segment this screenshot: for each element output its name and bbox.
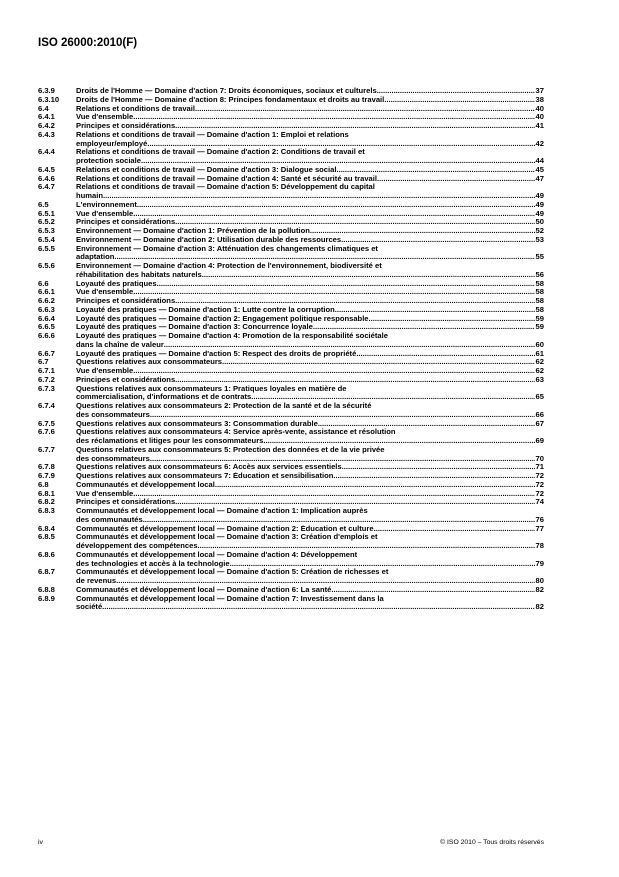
- dot-leader: [202, 271, 535, 280]
- toc-entry[interactable]: [38, 201, 544, 210]
- toc-entry-title: Questions relatives aux consommateurs: [76, 358, 223, 367]
- toc-entry-title-line: Questions relatives aux consommateurs 2: Protection de la santé et de la sécurité: [76, 401, 372, 410]
- toc-entry-page: 49: [535, 199, 544, 209]
- toc-entry[interactable]: [38, 463, 544, 472]
- dot-leader: [141, 157, 535, 166]
- toc-entry-body: [76, 367, 544, 376]
- toc-entry[interactable]: [38, 183, 544, 201]
- toc-entry-number: 6.7.2: [38, 374, 55, 384]
- toc-entry-leader-line: [76, 192, 544, 201]
- toc-entry[interactable]: [38, 131, 544, 149]
- toc-entry-body: [76, 385, 544, 403]
- toc-entry[interactable]: [38, 297, 544, 306]
- toc-entry-title: Communautés et développement local — Domaine d'action 6: La santé: [76, 585, 332, 594]
- toc-entry[interactable]: [38, 332, 544, 350]
- toc-entry-page: 74: [535, 497, 544, 507]
- toc-entry-body: [76, 96, 544, 105]
- page-footer: [38, 839, 544, 846]
- toc-entry-leader-line: [76, 113, 544, 122]
- toc-entry-leader-line: [76, 306, 544, 315]
- toc-entry[interactable]: [38, 551, 544, 569]
- toc-entry[interactable]: [38, 288, 544, 297]
- toc-entry[interactable]: [38, 533, 544, 551]
- toc-entry-leader-line: [76, 481, 544, 490]
- toc-entry-page: 44: [535, 156, 544, 165]
- toc-entry-page: 47: [535, 173, 544, 183]
- toc-entry[interactable]: [38, 472, 544, 481]
- toc-entry-leader-line: [76, 96, 544, 105]
- toc-entry-page: 37: [535, 86, 544, 95]
- dot-leader: [175, 218, 534, 227]
- toc-entry-title: des technologies et accès à la technologie: [76, 559, 230, 568]
- toc-entry-page: 78: [535, 541, 544, 550]
- toc-entry-leader-line: [76, 350, 544, 359]
- toc-entry-leader-line: [76, 210, 544, 219]
- toc-entry[interactable]: [38, 166, 544, 175]
- toc-entry-title: employeur/employé: [76, 139, 148, 148]
- toc-entry[interactable]: [38, 595, 544, 613]
- toc-entry-number: 6.6.3: [38, 304, 55, 314]
- toc-entry-title-line: Communautés et développement local — Domaine d'action 5: Création de richesses et: [76, 567, 389, 577]
- toc-entry-title: dans la chaîne de valeur: [76, 340, 164, 349]
- toc-entry-title-line: Communautés et développement local — Domaine d'action 1: Implication auprès: [76, 506, 368, 515]
- dot-leader: [116, 577, 534, 586]
- dot-leader: [150, 411, 535, 420]
- toc-entry-leader-line: [76, 227, 544, 236]
- toc-entry-page: 67: [535, 418, 544, 428]
- dot-leader: [310, 227, 535, 236]
- toc-entry-body: [76, 201, 544, 210]
- toc-entry-leader-line: [76, 87, 544, 96]
- dot-leader: [336, 166, 534, 175]
- toc-entry-number: 6.5.1: [38, 208, 55, 218]
- dot-leader: [335, 306, 535, 315]
- toc-entry-body: [76, 463, 544, 472]
- toc-entry-body: [76, 227, 544, 236]
- toc-entry-body: [76, 551, 544, 569]
- toc-entry-title-line: Relations et conditions de travail — Domaine d'action 1: Emploi et relations: [76, 129, 349, 139]
- toc-entry-page: 58: [535, 304, 544, 314]
- toc-entry-number: 6.8.5: [38, 532, 55, 542]
- toc-entry-page: 72: [535, 488, 544, 498]
- toc-entry-number: 6.8: [38, 479, 49, 489]
- dot-leader: [133, 490, 534, 499]
- toc-entry-title: Droits de l'Homme — Domaine d'action 7: Droits économiques, sociaux et culturels: [76, 87, 377, 95]
- toc-entry-number: 6.8.7: [38, 567, 55, 577]
- toc-entry-body: [76, 288, 544, 297]
- toc-entry-title: société: [76, 603, 103, 612]
- dot-leader: [143, 516, 535, 525]
- toc-entry-number: 6.3.10: [38, 94, 60, 104]
- dot-leader: [102, 603, 534, 612]
- toc-entry-page: 66: [535, 409, 544, 419]
- toc-entry-title: Relations et conditions de travail — Domaine d'action 3: Dialogue social: [76, 165, 337, 174]
- toc-entry-leader-line: [76, 472, 544, 481]
- toc-entry-title: Loyauté des pratiques — Domaine d'action 5: Respect des droits de propriété: [76, 349, 357, 358]
- toc-entry-title: Vue d'ensemble: [76, 489, 134, 498]
- dot-leader: [369, 315, 535, 324]
- toc-entry-body: [76, 113, 544, 122]
- toc-entry-title: Questions relatives aux consommateurs 6: Accès aux services essentiels: [76, 463, 342, 472]
- toc-entry-title: Principes et considérations: [76, 375, 176, 384]
- toc-entry-page: 79: [535, 558, 544, 568]
- dot-leader: [377, 175, 535, 184]
- toc-entry-number: 6.4.5: [38, 164, 55, 174]
- toc-entry-leader-line: [76, 288, 544, 297]
- toc-entry-title: de revenus: [76, 577, 117, 585]
- toc-entry-leader-line: [76, 516, 544, 525]
- toc-entry-leader-line: [76, 455, 544, 464]
- toc-entry-title: humain: [76, 192, 104, 200]
- toc-entry-number: 6.7.9: [38, 471, 55, 480]
- toc-entry-number: 6.4: [38, 103, 49, 113]
- dot-leader: [150, 455, 535, 464]
- toc-entry-number: 6.8.8: [38, 584, 55, 594]
- toc-entry-leader-line: [76, 280, 544, 289]
- toc-entry-title-line: Questions relatives aux consommateurs 4: Service après-vente, assistance et résolution: [76, 427, 396, 437]
- toc-entry-body: [76, 358, 544, 367]
- toc-entry-page: 65: [535, 392, 544, 402]
- toc-entry-page: 62: [535, 366, 544, 375]
- toc-entry-body: [76, 218, 544, 227]
- toc-entry-title-line: Relations et conditions de travail — Domaine d'action 2: Conditions de travail et: [76, 147, 365, 157]
- toc-entry-body: [76, 262, 544, 280]
- toc-entry-body: [76, 446, 544, 464]
- toc-entry-title-line: Environnement — Domaine d'action 4: Protection de l'environnement, biodiversité et: [76, 261, 382, 270]
- toc-entry-leader-line: [76, 218, 544, 227]
- toc-entry-page: 60: [535, 339, 544, 349]
- toc-entry-page: 76: [535, 514, 544, 524]
- toc-entry-title: des communautés: [76, 515, 143, 524]
- toc-entry-page: 59: [535, 313, 544, 323]
- toc-entry-title: Relations et conditions de travail: [76, 104, 195, 113]
- toc-entry-page: 80: [535, 576, 544, 585]
- toc-entry-number: 6.5.4: [38, 234, 55, 244]
- dot-leader: [377, 87, 535, 96]
- toc-entry-body: [76, 280, 544, 289]
- toc-entry-title: adaptation: [76, 253, 115, 262]
- toc-entry[interactable]: [38, 280, 544, 289]
- toc-entry-number: 6.5.6: [38, 261, 55, 270]
- toc-entry-page: 58: [535, 278, 544, 288]
- toc-entry-number: 6.4.3: [38, 129, 55, 139]
- dot-leader: [164, 341, 535, 350]
- toc-entry-number: 6.7.1: [38, 366, 55, 375]
- toc-entry-body: [76, 315, 544, 324]
- toc-entry-page: 62: [535, 357, 544, 367]
- toc-entry-page: 82: [535, 602, 544, 612]
- toc-entry[interactable]: [38, 446, 544, 464]
- toc-entry[interactable]: [38, 218, 544, 227]
- toc-entry-number: 6.7.5: [38, 418, 55, 428]
- toc-entry-number: 6.7.3: [38, 383, 55, 393]
- toc-entry-number: 6.8.1: [38, 488, 55, 498]
- toc-entry-leader-line: [76, 358, 544, 367]
- toc-entry-title: L'environnement: [76, 200, 137, 209]
- toc-entry-page: 56: [535, 269, 544, 279]
- toc-entry-number: 6.6.5: [38, 322, 55, 332]
- toc-entry-title: Loyauté des pratiques — Domaine d'action 1: Lutte contre la corruption: [76, 305, 335, 314]
- toc-entry-leader-line: [76, 603, 544, 612]
- dot-leader: [133, 210, 534, 219]
- toc-entry-body: [76, 595, 544, 613]
- toc-entry-title: Loyauté des pratiques — Domaine d'action 2: Engagement politique responsable: [76, 314, 369, 323]
- toc-entry-page: 49: [535, 208, 544, 218]
- toc-entry-title-line: Questions relatives aux consommateurs 1: Pratiques loyales en matière de: [76, 383, 347, 393]
- toc-entry[interactable]: [38, 227, 544, 236]
- toc-entry-page: 58: [535, 296, 544, 305]
- toc-entry-number: 6.4.1: [38, 112, 55, 122]
- toc-entry-number: 6.6.2: [38, 296, 55, 305]
- toc-entry-number: 6.3.9: [38, 86, 55, 95]
- dot-leader: [133, 288, 534, 297]
- dot-leader: [222, 358, 535, 367]
- toc-entry-number: 6.8.4: [38, 523, 55, 533]
- toc-entry[interactable]: [38, 87, 544, 96]
- toc-entry-title: Loyauté des pratiques — Domaine d'action 3: Concurrence loyale: [76, 323, 313, 332]
- toc-entry[interactable]: [38, 113, 544, 122]
- toc-entry[interactable]: [38, 245, 544, 263]
- toc-entry-title: Principes et considérations: [76, 297, 176, 305]
- toc-entry-page: 40: [535, 112, 544, 122]
- toc-entry-leader-line: [76, 297, 544, 306]
- toc-entry-body: [76, 183, 544, 201]
- toc-entry-title: Vue d'ensemble: [76, 113, 134, 122]
- toc-entry-title: développement des compétences: [76, 542, 198, 550]
- toc-entry-leader-line: [76, 367, 544, 376]
- toc-entry-title-line: Questions relatives aux consommateurs 5: Protection des données et de la vie privée: [76, 444, 385, 454]
- toc-entry-page: 38: [535, 94, 544, 104]
- toc-entry-leader-line: [76, 490, 544, 499]
- toc-entry-title: des consommateurs: [76, 410, 150, 419]
- toc-entry-leader-line: [76, 411, 544, 420]
- toc-entry-page: 69: [535, 436, 544, 445]
- toc-entry-page: 42: [535, 138, 544, 148]
- dot-leader: [175, 297, 534, 306]
- dot-leader: [133, 113, 534, 122]
- toc-entry-page: 58: [535, 287, 544, 297]
- toc-entry[interactable]: [38, 148, 544, 166]
- toc-entry-title: des consommateurs: [76, 454, 150, 463]
- dot-leader: [137, 201, 535, 210]
- toc-entry-number: 6.8.6: [38, 549, 55, 559]
- toc-entry-title: protection sociale: [76, 157, 141, 165]
- toc-entry-title: Vue d'ensemble: [76, 367, 134, 375]
- toc-entry[interactable]: [38, 306, 544, 315]
- toc-entry[interactable]: [38, 315, 544, 324]
- toc-entry-number: 6.7.4: [38, 401, 55, 410]
- toc-entry[interactable]: [38, 568, 544, 586]
- toc-entry-title: Environnement — Domaine d'action 1: Prévention de la pollution: [76, 227, 310, 235]
- toc-entry-number: 6.6: [38, 278, 49, 288]
- toc-entry-page: 77: [535, 523, 544, 533]
- toc-entry-number: 6.5.2: [38, 217, 55, 227]
- toc-entry[interactable]: [38, 490, 544, 499]
- toc-entry-number: 6.5: [38, 199, 49, 209]
- toc-entry-body: [76, 306, 544, 315]
- dot-leader: [342, 463, 535, 472]
- toc-entry-title: Principes et considérations: [76, 498, 176, 507]
- toc-entry-body: [76, 87, 544, 96]
- toc-entry-page: 63: [535, 374, 544, 384]
- toc-entry-number: 6.6.4: [38, 313, 55, 323]
- dot-leader: [133, 367, 534, 376]
- toc-entry-page: 50: [535, 217, 544, 227]
- toc-entry-body: [76, 568, 544, 586]
- toc-entry-title: Relations et conditions de travail — Domaine d'action 4: Santé et sécurité au travail: [76, 174, 377, 183]
- toc-entry-body: [76, 350, 544, 359]
- toc-entry-title: Communautés et développement local: [76, 480, 215, 489]
- toc-entry[interactable]: [38, 105, 544, 114]
- toc-entry-title-line: Communautés et développement local — Domaine d'action 3: Création d'emplois et: [76, 532, 378, 542]
- toc-entry-title: réhabilitation des habitats naturels: [76, 270, 202, 279]
- toc-entry-title: Principes et considérations: [76, 218, 176, 227]
- toc-entry-leader-line: [76, 201, 544, 210]
- toc-entry-body: [76, 472, 544, 481]
- toc-entry[interactable]: [38, 358, 544, 367]
- toc-entry-title-line: Relations et conditions de travail — Domaine d'action 5: Développement du capital: [76, 182, 375, 192]
- dot-leader: [333, 472, 534, 481]
- toc-entry-body: [76, 507, 544, 525]
- toc-entry-title-line: Environnement — Domaine d'action 3: Atténuation des changements climatiques et: [76, 243, 378, 253]
- toc-entry[interactable]: [38, 385, 544, 403]
- toc-entry-body: [76, 428, 544, 446]
- toc-entry-number: 6.8.3: [38, 506, 55, 515]
- toc-entry-title: Communautés et développement local — Domaine d'action 2: Éducation et culture: [76, 524, 374, 533]
- dot-leader: [103, 192, 535, 201]
- toc-entry-page: 70: [535, 453, 544, 463]
- toc-entry-body: [76, 533, 544, 551]
- toc-entry-title: Loyauté des pratiques: [76, 279, 157, 288]
- toc-entry-title: Principes et considérations: [76, 122, 176, 130]
- toc-entry-page: 59: [535, 322, 544, 332]
- toc-entry-body: [76, 148, 544, 166]
- toc-entry-title: Questions relatives aux consommateurs 7: Éducation et sensibilisation: [76, 472, 334, 480]
- toc-entry-leader-line: [76, 271, 544, 280]
- toc-entry-page: 61: [535, 348, 544, 358]
- toc-entry-number: 6.4.6: [38, 173, 55, 183]
- toc-entry-number: 6.8.9: [38, 593, 55, 603]
- toc-entry[interactable]: [38, 96, 544, 105]
- toc-entry-number: 6.5.5: [38, 243, 55, 253]
- toc-entry-body: [76, 105, 544, 114]
- toc-entry-leader-line: [76, 105, 544, 114]
- toc-entry-title: Vue d'ensemble: [76, 288, 134, 297]
- toc-entry-leader-line: [76, 157, 544, 166]
- toc-entry-number: 6.7: [38, 357, 49, 367]
- toc-entry-body: [76, 131, 544, 149]
- toc-entry-title: Questions relatives aux consommateurs 3: Consommation durable: [76, 419, 318, 428]
- page-number: iv: [38, 839, 43, 846]
- toc-entry-page: 72: [535, 479, 544, 489]
- toc-entry-body: [76, 245, 544, 263]
- dot-leader: [195, 105, 535, 114]
- toc-entry-leader-line: [76, 463, 544, 472]
- toc-entry-page: 41: [535, 121, 544, 130]
- toc-entry-page: 71: [535, 462, 544, 472]
- toc-entry-body: [76, 332, 544, 350]
- toc-entry-page: 40: [535, 103, 544, 113]
- toc-entry[interactable]: [38, 428, 544, 446]
- document-header-title: ISO 26000:2010(F): [38, 37, 138, 49]
- toc-entry-page: 52: [535, 226, 544, 235]
- toc-entry-number: 6.7.6: [38, 427, 55, 437]
- toc-entry-number: 6.6.6: [38, 331, 55, 340]
- toc-entry-page: 49: [535, 191, 544, 200]
- toc-entry-page: 82: [535, 584, 544, 594]
- toc-entry[interactable]: [38, 350, 544, 359]
- toc-entry-page: 45: [535, 164, 544, 174]
- toc-entry-number: 6.4.2: [38, 121, 55, 130]
- toc-entry-body: [76, 166, 544, 175]
- toc-entry[interactable]: [38, 262, 544, 280]
- copyright-notice: © ISO 2010 – Tous droits réservés: [440, 839, 544, 846]
- dot-leader: [384, 96, 534, 105]
- toc-entry-leader-line: [76, 341, 544, 350]
- dot-leader: [374, 525, 535, 534]
- toc-entry-number: 6.6.1: [38, 287, 55, 297]
- toc-entry-page: 53: [535, 234, 544, 244]
- toc-entry-body: [76, 481, 544, 490]
- toc-entry-title-line: Loyauté des pratiques — Domaine d'action 4: Promotion de la responsabilité sociétale: [76, 331, 388, 340]
- toc-entry-number: 6.4.4: [38, 147, 55, 157]
- toc-entry-title: Vue d'ensemble: [76, 209, 134, 218]
- toc-entry-body: [76, 402, 544, 420]
- toc-entry-number: 6.7.8: [38, 462, 55, 472]
- toc-entry-page: 72: [535, 471, 544, 480]
- toc-entry-body: [76, 210, 544, 219]
- toc-entry-page: 55: [535, 252, 544, 262]
- toc-entry[interactable]: [38, 402, 544, 420]
- toc-entry-number: 6.8.2: [38, 497, 55, 507]
- toc-entry-number: 6.6.7: [38, 348, 55, 358]
- toc-entry[interactable]: [38, 481, 544, 490]
- toc-entry-title: Environnement — Domaine d'action 2: Utilisation durable des ressources: [76, 235, 342, 244]
- toc-entry-leader-line: [76, 315, 544, 324]
- toc-entry-title: commercialisation, d'informations et de contrats: [76, 393, 252, 402]
- toc-entry-body: [76, 490, 544, 499]
- toc-entry-body: [76, 297, 544, 306]
- dot-leader: [157, 280, 535, 289]
- toc-entry-title: des réclamations et litiges pour les consommateurs: [76, 437, 264, 445]
- table-of-contents: [38, 87, 544, 612]
- toc-entry-leader-line: [76, 577, 544, 586]
- toc-entry-leader-line: [76, 166, 544, 175]
- toc-entry[interactable]: [38, 367, 544, 376]
- dot-leader: [356, 350, 534, 359]
- toc-entry-title: Droits de l'Homme — Domaine d'action 8: Principes fondamentaux et droits au travail: [76, 95, 385, 104]
- toc-entry[interactable]: [38, 507, 544, 525]
- toc-entry-number: 6.5.3: [38, 226, 55, 235]
- toc-entry-number: 6.7.7: [38, 444, 55, 454]
- toc-entry[interactable]: [38, 210, 544, 219]
- dot-leader: [215, 481, 535, 490]
- toc-entry-title-line: Communautés et développement local — Domaine d'action 4: Développement: [76, 549, 358, 559]
- toc-entry-number: 6.4.7: [38, 182, 55, 192]
- toc-entry-title-line: Communautés et développement local — Domaine d'action 7: Investissement dans la: [76, 593, 384, 603]
